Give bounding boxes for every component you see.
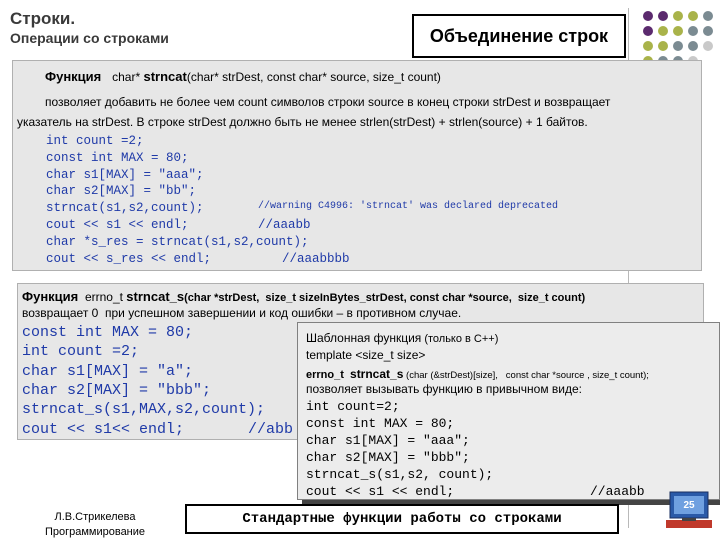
parameter-list: (char *strDest, size_t sizeInBytes_strDest, const char *source, size_t count) — [184, 292, 586, 304]
dot — [703, 41, 713, 51]
dot — [658, 11, 668, 21]
description: позволяет вызывать функцию в привычном виде: — [306, 382, 582, 396]
code-line — [306, 484, 645, 499]
code-text: char s1[MAX] = "aaa"; — [306, 433, 470, 448]
code-text: strncat_s(s1,s2, count); — [306, 467, 494, 482]
code-text: char s1[MAX] = "a"; — [22, 362, 194, 380]
section-title: Стандартные функции работы со строками — [242, 511, 562, 527]
code-text: char *s_res = strncat(s1,s2,count); — [46, 234, 309, 249]
slide-heading: Строки. — [10, 9, 76, 28]
slide-subheading: Операции со строками — [10, 30, 169, 46]
slide-title: Объединение строк — [429, 25, 609, 46]
code-line — [306, 399, 400, 414]
popup-title — [306, 331, 498, 345]
code-text: char s2[MAX] = "bbb"; — [306, 450, 470, 465]
code-line — [46, 201, 559, 216]
popup-title-note: (только в С++) — [421, 333, 499, 345]
dot — [643, 11, 653, 21]
dot — [688, 41, 698, 51]
page-number: 25 — [683, 500, 695, 511]
code-line — [22, 343, 139, 360]
dot — [703, 11, 713, 21]
section-title-box — [185, 504, 619, 534]
return-type: char* — [112, 70, 144, 84]
code-text: int count =2; — [22, 343, 140, 361]
return-type: errno_t — [84, 290, 127, 304]
function-label: Функция — [22, 289, 79, 304]
code-line — [46, 151, 189, 165]
template-line: template <size_t size> — [306, 348, 426, 362]
function-name: strncat_s — [350, 367, 404, 381]
dot — [643, 41, 653, 51]
dot — [688, 26, 698, 36]
code-line — [22, 401, 265, 418]
dot — [658, 41, 668, 51]
code-text: cout << s1 << endl; — [306, 484, 455, 499]
return-type: errno_t — [306, 369, 351, 381]
function-signature — [22, 289, 585, 304]
popup-title-main: Шаблонная функция — [306, 331, 422, 345]
code-text: char s2[MAX] = "bb"; — [46, 184, 197, 199]
function-name: strncat — [143, 69, 187, 84]
parameter-list: (char (&strDest)[size], const char *source , size_t count); — [403, 370, 649, 381]
code-line — [46, 184, 196, 198]
code-comment: //warning C4996: 'strncat' was declared deprecated — [258, 201, 559, 213]
dot — [673, 26, 683, 36]
code-line — [306, 450, 470, 465]
function-label: Функция — [45, 69, 102, 84]
function-signature — [45, 69, 441, 84]
code-text: const int MAX = 80; — [306, 416, 455, 431]
strncat-block — [12, 60, 702, 271]
code-line — [22, 420, 294, 438]
function-signature — [306, 365, 649, 383]
code-text: char s2[MAX] = "bbb"; — [22, 381, 212, 399]
code-line — [306, 467, 493, 482]
code-text: strncat_s(s1,MAX,s2,count); — [22, 401, 266, 419]
code-text: int count =2; — [46, 134, 144, 148]
slide-title-box — [412, 14, 626, 58]
function-name: strncat_s — [126, 289, 185, 304]
computer-icon-graphic — [664, 490, 714, 532]
code-comment: //aaabb — [590, 484, 645, 499]
code-text: const int MAX = 80; — [46, 150, 189, 165]
code-line — [46, 134, 144, 148]
code-text: const int MAX = 80; — [22, 324, 194, 341]
description-line-1: позволяет добавить не более чем count символов строки source в конец строки strDest и возвращает — [45, 95, 611, 109]
dot — [673, 41, 683, 51]
code-comment: //aaabbbb — [282, 251, 350, 266]
description-line-2: указатель на strDest. В строке strDest должно быть не менее strlen(strDest) + strlen(source) + 1 байтов. — [17, 115, 588, 129]
description: возвращает 0 при успешном завершении и код ошибки – в противном случае. — [22, 306, 462, 320]
computer-icon — [664, 490, 714, 532]
parameter-list: (char* strDest, const char* source, size_t count) — [186, 70, 441, 84]
code-line — [306, 433, 470, 448]
code-line — [46, 168, 204, 182]
code-line — [46, 235, 309, 249]
code-text: cout << s_res << endl; — [46, 251, 212, 266]
code-line — [306, 416, 454, 431]
code-comment: //aaabb — [258, 218, 311, 232]
course-name: Программирование — [44, 526, 146, 538]
code-line — [46, 218, 311, 232]
code-text: cout << s1<< endl; — [22, 420, 185, 438]
code-line — [46, 251, 350, 266]
dot — [643, 26, 653, 36]
code-line — [22, 363, 193, 380]
code-text: int count=2; — [306, 399, 400, 414]
code-text: char s1[MAX] = "aaa"; — [46, 167, 204, 182]
code-line — [22, 382, 211, 399]
code-text: cout << s1 << endl; — [46, 218, 189, 232]
footer-credits — [30, 510, 160, 540]
dot — [658, 26, 668, 36]
dot — [688, 11, 698, 21]
code-comment: //abb — [248, 420, 294, 438]
dot — [703, 26, 713, 36]
author-name: Л.В.Стрикелева — [54, 511, 136, 523]
dot — [673, 11, 683, 21]
template-function-popup — [297, 322, 720, 500]
code-text: strncat(s1,s2,count); — [46, 201, 204, 216]
code-line — [22, 324, 193, 341]
